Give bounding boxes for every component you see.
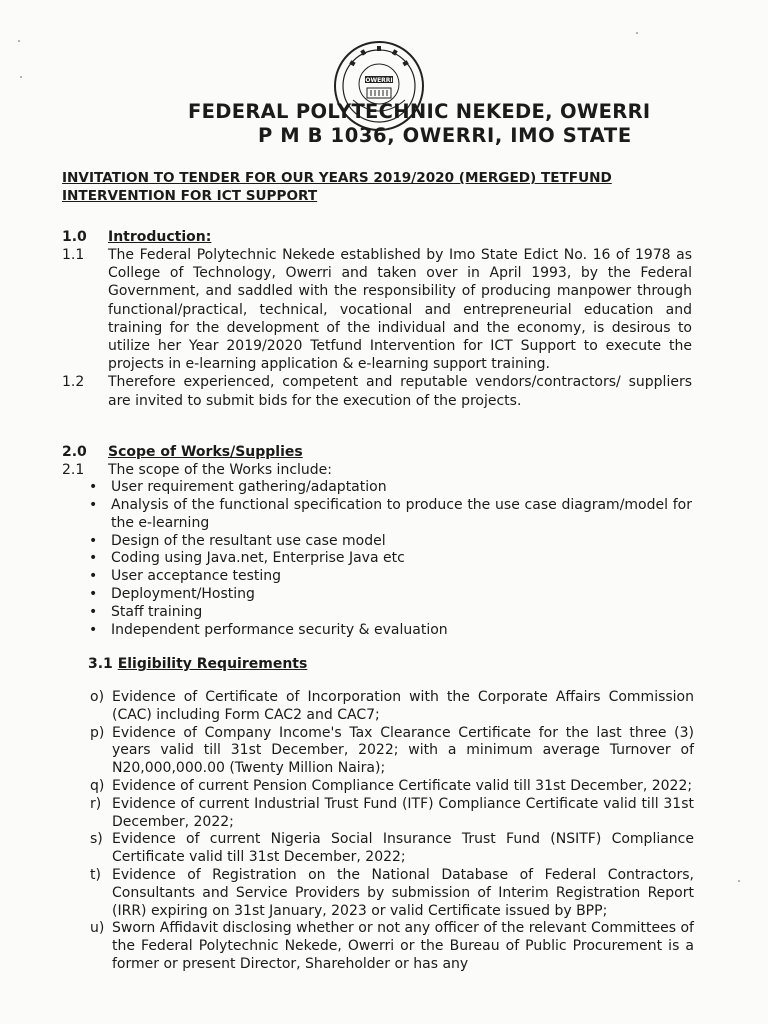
institution-address: P M B 1036, OWERRI, IMO STATE xyxy=(258,124,632,147)
item-letter: p) xyxy=(90,724,105,741)
item-letter: q) xyxy=(90,777,105,794)
list-item xyxy=(62,867,694,920)
list-item: • Deployment/Hosting xyxy=(62,586,692,604)
item-letter: r) xyxy=(90,795,102,812)
section-number: 3.1 xyxy=(88,656,113,672)
paragraph-number: 1.1 xyxy=(62,247,85,263)
item-letter: t) xyxy=(90,866,101,883)
item-letter: o) xyxy=(90,689,105,705)
paragraph-text: The Federal Polytechnic Nekede established by Imo State Edict No. 16 of 1978 as College of Technology, Owerri and taken over in April 1993, by the Federal Government, and saddled with the responsibility of producing manpower through functional/practical, technical, vocational and entrepreneurial education and training for the development of the individual and the economy, is desirous to utilize her Year 2019/2020 Tetfund Intervention for ICT Support to execute the projects in e-learning application & e-learning support training. xyxy=(108,247,692,373)
eligibility-list xyxy=(62,689,694,974)
item-text: Evidence of Certificate of Incorporation with the Corporate Affairs Commission (CAC) including Form CAC2 and CAC7; xyxy=(112,689,694,723)
item-text: Sworn Affidavit disclosing whether or not any officer of the relevant Committees of the Federal Polytechnic Nekede, Owerri or the Bureau of Public Procurement is a former or present Director, Shareholder or has any xyxy=(112,920,694,972)
list-item: • Coding using Java.net, Enterprise Java etc xyxy=(62,550,692,568)
paragraph-number: 1.2 xyxy=(62,374,85,391)
paragraph-1-2 xyxy=(62,373,712,409)
paragraph-number: 2.1 xyxy=(62,462,85,478)
scope-list xyxy=(62,479,712,639)
document-title: INVITATION TO TENDER FOR OUR YEARS 2019/2020 (MERGED) TETFUND INTERVENTION FOR ICT SUPPORT xyxy=(62,170,612,204)
item-text: Evidence of current Industrial Trust Fund (ITF) Compliance Certificate valid till 31st December, 2022; xyxy=(112,795,694,830)
seal-text: OWERRI xyxy=(365,77,393,84)
item-letter: u) xyxy=(90,920,105,937)
scan-speck xyxy=(738,880,740,882)
scope-intro xyxy=(62,461,712,479)
section-title: Introduction: xyxy=(108,229,212,245)
section-title: Scope of Works/Supplies xyxy=(108,444,303,460)
eligibility-heading xyxy=(88,655,307,673)
list-item xyxy=(62,689,694,725)
list-item: • User acceptance testing xyxy=(62,568,692,586)
introduction-section xyxy=(62,228,712,410)
section-number: 1.0 xyxy=(62,229,87,245)
list-item xyxy=(62,796,694,832)
scan-speck xyxy=(20,76,22,78)
list-item: • Design of the resultant use case model xyxy=(62,533,692,551)
list-item: • User requirement gathering/adaptation xyxy=(62,479,692,497)
list-item xyxy=(62,778,694,796)
item-text: Evidence of current Pension Compliance Certificate valid till 31st December, 2022; xyxy=(112,777,693,794)
item-text: Evidence of Company Income's Tax Clearance Certificate for the last three (3) years valid till 31st December, 2022; with a minimum average Turnover of N20,000,000.00 (Twenty Million Naira); xyxy=(112,724,694,777)
paragraph-text: Therefore experienced, competent and reputable vendors/contractors/ suppliers are invited to submit bids for the execution of the projects. xyxy=(108,374,692,409)
list-item: • Staff training xyxy=(62,604,692,622)
list-item xyxy=(62,831,694,867)
scope-section xyxy=(62,443,712,639)
list-item: • Independent performance security & evaluation xyxy=(62,622,692,640)
section-number: 2.0 xyxy=(62,444,87,460)
scope-heading xyxy=(62,443,712,461)
scan-speck xyxy=(18,40,20,42)
list-item xyxy=(62,725,694,778)
item-letter: s) xyxy=(90,831,103,848)
paragraph-1-1 xyxy=(62,246,712,373)
paragraph-text: The scope of the Works include: xyxy=(108,462,332,478)
item-text: Evidence of Registration on the National Database of Federal Contractors, Consultants and Service Providers by submission of Interim Registration Report (IRR) expiring on 31st January, 2023 or valid Certificate issued by BPP; xyxy=(112,866,694,919)
institution-name: FEDERAL POLYTECHNIC NEKEDE, OWERRI xyxy=(188,100,651,123)
section-title: Eligibility Requirements xyxy=(117,656,308,672)
item-text: Evidence of current Nigeria Social Insurance Trust Fund (NSITF) Compliance Certificate valid till 31st December, 2022; xyxy=(112,831,694,866)
scan-speck xyxy=(636,32,638,34)
introduction-heading xyxy=(62,228,712,246)
list-item: • Analysis of the functional specification to produce the use case diagram/model for the e-learning xyxy=(62,497,692,533)
list-item xyxy=(62,920,694,973)
